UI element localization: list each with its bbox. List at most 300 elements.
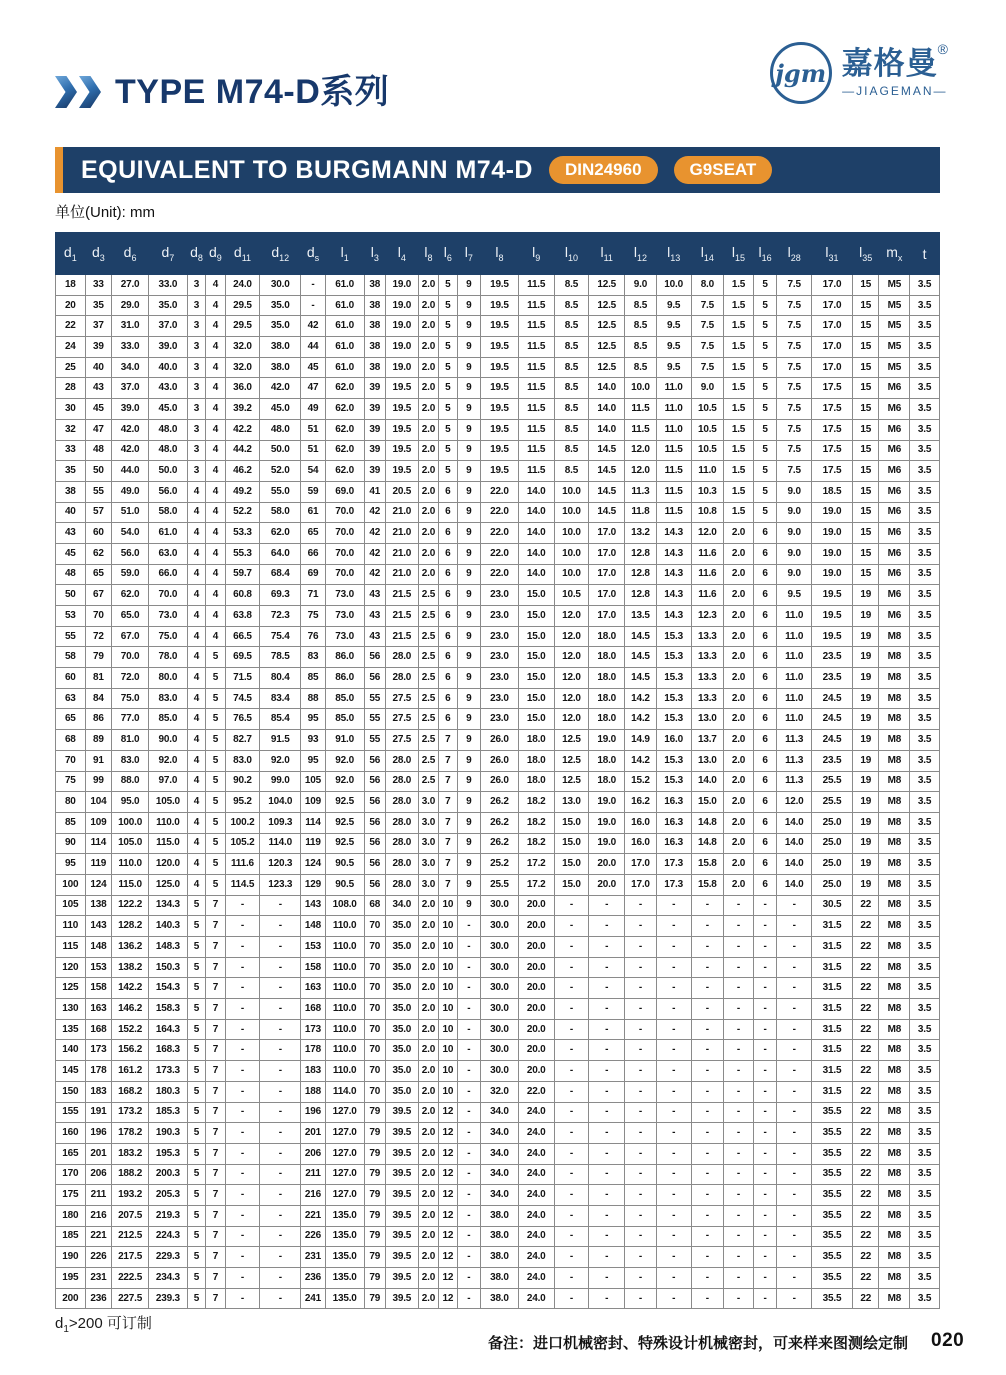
- table-row: [56, 626, 940, 647]
- table-cell: 2.0: [418, 419, 438, 440]
- logo-circle-icon: [770, 42, 832, 104]
- table-cell: -: [457, 978, 481, 999]
- table-cell: 2.0: [418, 337, 438, 358]
- table-cell: 85.0: [325, 709, 364, 730]
- table-cell: 3.0: [418, 812, 438, 833]
- table-cell: 4: [206, 337, 225, 358]
- table-cell: 22: [852, 999, 879, 1020]
- table-cell: 32.0: [225, 357, 260, 378]
- table-cell: 2.0: [418, 1081, 438, 1102]
- table-row: [56, 978, 940, 999]
- table-row: [56, 295, 940, 316]
- table-cell: 2.0: [724, 564, 754, 585]
- table-cell: 18.0: [518, 771, 554, 792]
- table-cell: 9: [457, 854, 481, 875]
- table-cell: 3.0: [418, 874, 438, 895]
- table-cell: 16.0: [625, 812, 657, 833]
- table-cell: 138: [85, 895, 112, 916]
- table-cell: 33.0: [148, 275, 187, 296]
- table-cell: 29.5: [225, 316, 260, 337]
- table-cell: -: [260, 1247, 301, 1268]
- table-cell: 28.0: [386, 771, 419, 792]
- table-cell: 11.0: [777, 668, 812, 689]
- table-cell: 49.0: [112, 481, 149, 502]
- table-cell: 19: [852, 585, 879, 606]
- table-row: [56, 895, 940, 916]
- table-cell: M6: [879, 419, 910, 440]
- table-cell: 49: [301, 399, 326, 420]
- table-cell: 7: [206, 1123, 225, 1144]
- table-cell: 136.2: [112, 937, 149, 958]
- table-cell: 30.0: [481, 1061, 519, 1082]
- table-cell: 13.0: [554, 792, 589, 813]
- table-row: [56, 419, 940, 440]
- table-cell: 90.5: [325, 854, 364, 875]
- table-cell: 17.0: [589, 523, 625, 544]
- table-cell: 5: [753, 440, 777, 461]
- page-number: 020: [931, 1330, 965, 1351]
- table-cell: -: [260, 1081, 301, 1102]
- table-cell: 236: [85, 1288, 112, 1309]
- table-cell: M5: [879, 337, 910, 358]
- table-cell: 110.0: [325, 978, 364, 999]
- table-cell: 15.0: [518, 626, 554, 647]
- table-cell: 92.0: [325, 771, 364, 792]
- table-cell: 30: [56, 399, 86, 420]
- table-cell: -: [589, 895, 625, 916]
- table-cell: 20.0: [518, 957, 554, 978]
- table-cell: 77.0: [112, 709, 149, 730]
- table-cell: 24: [56, 337, 86, 358]
- table-cell: 31.5: [812, 916, 853, 937]
- table-cell: 217.5: [112, 1247, 149, 1268]
- table-cell: 11.5: [518, 275, 554, 296]
- table-cell: 19.0: [589, 833, 625, 854]
- table-cell: 19: [852, 812, 879, 833]
- table-cell: 19.0: [812, 502, 853, 523]
- table-cell: -: [753, 957, 777, 978]
- column-header-l14: $l_{14}$: [691, 233, 724, 275]
- table-cell: 2.0: [724, 688, 754, 709]
- table-cell: 8.5: [625, 316, 657, 337]
- table-cell: -: [225, 1102, 260, 1123]
- table-cell: 9: [457, 668, 481, 689]
- table-cell: 86.0: [325, 668, 364, 689]
- table-cell: 83.0: [225, 750, 260, 771]
- table-cell: 9.0: [777, 543, 812, 564]
- table-cell: 2.0: [418, 357, 438, 378]
- table-cell: 7.5: [777, 440, 812, 461]
- table-cell: 22: [852, 1268, 879, 1289]
- table-cell: 30.0: [481, 1019, 519, 1040]
- table-cell: -: [554, 1205, 589, 1226]
- table-cell: 6: [439, 543, 457, 564]
- table-cell: -: [691, 895, 724, 916]
- table-row: [56, 461, 940, 482]
- table-cell: -: [656, 1185, 691, 1206]
- table-cell: 50: [85, 461, 112, 482]
- table-cell: 5: [206, 647, 225, 668]
- table-cell: 24.0: [518, 1268, 554, 1289]
- table-cell: 66.5: [225, 626, 260, 647]
- table-row: [56, 730, 940, 751]
- table-cell: 85.4: [260, 709, 301, 730]
- table-cell: 65: [85, 564, 112, 585]
- table-cell: 76: [301, 626, 326, 647]
- table-cell: 66.0: [148, 564, 187, 585]
- table-cell: 8.0: [691, 275, 724, 296]
- table-cell: 180: [56, 1205, 86, 1226]
- table-cell: 10: [439, 895, 457, 916]
- table-cell: 8.5: [554, 295, 589, 316]
- table-cell: 4: [206, 440, 225, 461]
- table-cell: 234.3: [148, 1268, 187, 1289]
- spec-table: [55, 232, 940, 1309]
- table-cell: 17.2: [518, 854, 554, 875]
- table-cell: 9: [457, 316, 481, 337]
- table-cell: 195: [56, 1268, 86, 1289]
- table-cell: -: [260, 1019, 301, 1040]
- table-cell: -: [777, 1164, 812, 1185]
- table-cell: -: [724, 1123, 754, 1144]
- table-cell: 39.5: [386, 1102, 419, 1123]
- table-cell: 48.0: [260, 419, 301, 440]
- table-cell: 64.0: [260, 543, 301, 564]
- table-cell: 18.0: [589, 750, 625, 771]
- table-cell: 11.0: [777, 647, 812, 668]
- table-cell: M8: [879, 1040, 910, 1061]
- table-cell: -: [260, 1268, 301, 1289]
- table-cell: -: [777, 1268, 812, 1289]
- table-cell: 6: [753, 709, 777, 730]
- table-cell: 16.0: [625, 833, 657, 854]
- table-cell: 12: [439, 1185, 457, 1206]
- table-cell: -: [589, 1288, 625, 1309]
- table-cell: 11.6: [691, 543, 724, 564]
- table-cell: 13.3: [691, 688, 724, 709]
- table-cell: -: [225, 1143, 260, 1164]
- table-cell: 10.0: [554, 502, 589, 523]
- table-cell: 75: [301, 606, 326, 627]
- table-row: [56, 502, 940, 523]
- table-cell: 28.0: [386, 750, 419, 771]
- table-cell: 2.5: [418, 626, 438, 647]
- table-cell: 43: [364, 606, 385, 627]
- table-cell: 70.0: [325, 502, 364, 523]
- table-cell: 7: [206, 1247, 225, 1268]
- table-cell: 95: [56, 854, 86, 875]
- table-cell: M8: [879, 937, 910, 958]
- table-cell: 19.0: [386, 295, 419, 316]
- table-cell: 3.5: [910, 812, 940, 833]
- table-cell: 74.5: [225, 688, 260, 709]
- table-cell: 3.5: [910, 833, 940, 854]
- table-row: [56, 1061, 940, 1082]
- table-cell: 9: [457, 750, 481, 771]
- table-cell: 91: [85, 750, 112, 771]
- table-cell: 6: [439, 668, 457, 689]
- table-cell: 8.5: [554, 440, 589, 461]
- table-cell: 80.4: [260, 668, 301, 689]
- table-cell: 11.6: [691, 585, 724, 606]
- table-cell: 5: [187, 1019, 205, 1040]
- table-cell: 19: [852, 668, 879, 689]
- table-cell: -: [724, 1226, 754, 1247]
- table-cell: 3.5: [910, 564, 940, 585]
- table-cell: 128.2: [112, 916, 149, 937]
- table-cell: -: [589, 1268, 625, 1289]
- table-cell: 4: [187, 668, 205, 689]
- table-cell: -: [753, 1040, 777, 1061]
- table-cell: 22: [852, 1102, 879, 1123]
- table-cell: 28.0: [386, 647, 419, 668]
- table-cell: 2.0: [418, 1226, 438, 1247]
- table-cell: -: [457, 1061, 481, 1082]
- table-cell: 15.0: [518, 585, 554, 606]
- table-cell: 85.0: [148, 709, 187, 730]
- table-cell: M8: [879, 1226, 910, 1247]
- column-header-l35: $l_{35}$: [852, 233, 879, 275]
- table-cell: 2.0: [418, 1185, 438, 1206]
- table-cell: 2.5: [418, 750, 438, 771]
- table-cell: 3.5: [910, 709, 940, 730]
- table-cell: -: [554, 1185, 589, 1206]
- table-cell: 7: [206, 1019, 225, 1040]
- double-chevron-icon: [55, 76, 101, 108]
- table-cell: -: [625, 1040, 657, 1061]
- table-cell: 49.2: [225, 481, 260, 502]
- table-cell: 15.0: [518, 647, 554, 668]
- table-cell: 4: [187, 854, 205, 875]
- table-cell: 135.0: [325, 1205, 364, 1226]
- table-cell: 2.0: [418, 461, 438, 482]
- table-cell: -: [225, 1081, 260, 1102]
- table-cell: 119: [301, 833, 326, 854]
- table-cell: -: [724, 1247, 754, 1268]
- table-cell: 127.0: [325, 1143, 364, 1164]
- table-cell: 21.5: [386, 606, 419, 627]
- table-cell: 35.5: [812, 1247, 853, 1268]
- table-cell: 90.2: [225, 771, 260, 792]
- table-cell: 17.0: [589, 606, 625, 627]
- table-cell: 7: [206, 1102, 225, 1123]
- table-cell: -: [691, 1247, 724, 1268]
- table-cell: 25.5: [812, 792, 853, 813]
- table-cell: 173: [301, 1019, 326, 1040]
- table-cell: 55: [364, 709, 385, 730]
- table-cell: 38: [364, 337, 385, 358]
- table-cell: 207.5: [112, 1205, 149, 1226]
- table-cell: 114.0: [260, 833, 301, 854]
- table-cell: -: [554, 1081, 589, 1102]
- column-header-d8: $d_8$: [187, 233, 205, 275]
- table-cell: 2.0: [724, 792, 754, 813]
- table-cell: -: [589, 1247, 625, 1268]
- table-cell: 143: [85, 916, 112, 937]
- table-cell: 135.0: [325, 1247, 364, 1268]
- table-cell: 201: [301, 1123, 326, 1144]
- table-cell: 120.3: [260, 854, 301, 875]
- table-cell: 2.0: [418, 895, 438, 916]
- table-cell: -: [625, 1205, 657, 1226]
- table-cell: 79: [364, 1185, 385, 1206]
- table-cell: 20.0: [518, 937, 554, 958]
- table-cell: -: [777, 957, 812, 978]
- table-cell: 19: [852, 792, 879, 813]
- table-cell: 145: [56, 1061, 86, 1082]
- table-cell: 2.0: [418, 1164, 438, 1185]
- table-cell: 13.7: [691, 730, 724, 751]
- table-cell: 183: [85, 1081, 112, 1102]
- table-cell: 100.2: [225, 812, 260, 833]
- table-cell: 2.0: [418, 1143, 438, 1164]
- table-cell: 23.0: [481, 668, 519, 689]
- table-cell: 34.0: [481, 1102, 519, 1123]
- table-cell: -: [656, 1081, 691, 1102]
- table-cell: 4: [187, 523, 205, 544]
- table-cell: 3.5: [910, 585, 940, 606]
- table-cell: 12: [439, 1164, 457, 1185]
- table-cell: -: [724, 937, 754, 958]
- table-cell: 56.0: [148, 481, 187, 502]
- table-cell: 12.0: [554, 668, 589, 689]
- table-cell: 70.0: [148, 585, 187, 606]
- table-cell: 63.8: [225, 606, 260, 627]
- table-cell: -: [225, 1288, 260, 1309]
- table-cell: -: [656, 978, 691, 999]
- table-cell: 5: [439, 440, 457, 461]
- table-cell: 2.0: [418, 1102, 438, 1123]
- table-cell: -: [589, 1102, 625, 1123]
- table-cell: 4: [206, 606, 225, 627]
- table-cell: 62.0: [112, 585, 149, 606]
- table-cell: -: [691, 937, 724, 958]
- table-cell: 14.9: [625, 730, 657, 751]
- table-cell: 9: [457, 771, 481, 792]
- table-cell: 69.5: [225, 647, 260, 668]
- table-cell: 35.0: [386, 937, 419, 958]
- table-cell: 173.2: [112, 1102, 149, 1123]
- table-row: [56, 357, 940, 378]
- table-cell: 19.0: [589, 792, 625, 813]
- table-cell: 178: [301, 1040, 326, 1061]
- table-cell: 44: [301, 337, 326, 358]
- table-cell: 19.5: [481, 419, 519, 440]
- table-cell: 168: [85, 1019, 112, 1040]
- table-cell: 15.0: [518, 668, 554, 689]
- table-cell: 14.0: [518, 523, 554, 544]
- table-cell: 3.5: [910, 1081, 940, 1102]
- table-row: [56, 1164, 940, 1185]
- table-cell: 11.0: [656, 399, 691, 420]
- table-cell: 35.0: [386, 999, 419, 1020]
- table-cell: 52.2: [225, 502, 260, 523]
- table-cell: 7.5: [777, 337, 812, 358]
- table-cell: 42: [364, 564, 385, 585]
- table-cell: 4: [206, 378, 225, 399]
- column-header-l8: $l_8$: [481, 233, 519, 275]
- table-cell: M6: [879, 523, 910, 544]
- table-cell: 29.0: [112, 295, 149, 316]
- table-cell: 6: [439, 585, 457, 606]
- table-cell: M6: [879, 606, 910, 627]
- table-cell: 22.0: [481, 523, 519, 544]
- table-cell: 16.3: [656, 812, 691, 833]
- table-cell: -: [724, 1185, 754, 1206]
- table-cell: 5: [206, 833, 225, 854]
- table-cell: 86.0: [325, 647, 364, 668]
- table-cell: 83.4: [260, 688, 301, 709]
- table-cell: 15: [852, 523, 879, 544]
- table-cell: 10.5: [691, 440, 724, 461]
- table-cell: 236: [301, 1268, 326, 1289]
- table-cell: 56: [364, 854, 385, 875]
- table-cell: -: [457, 1164, 481, 1185]
- table-cell: 53.3: [225, 523, 260, 544]
- table-cell: 39: [364, 419, 385, 440]
- table-cell: 39.5: [386, 1205, 419, 1226]
- table-cell: 44.0: [112, 461, 149, 482]
- table-cell: 4: [187, 874, 205, 895]
- table-cell: 19: [852, 626, 879, 647]
- table-cell: 41: [364, 481, 385, 502]
- table-cell: 239.3: [148, 1288, 187, 1309]
- table-cell: 2.0: [418, 957, 438, 978]
- table-cell: -: [753, 1226, 777, 1247]
- table-row: [56, 1019, 940, 1040]
- table-cell: 18.0: [589, 668, 625, 689]
- table-cell: 68.4: [260, 564, 301, 585]
- table-cell: -: [625, 1288, 657, 1309]
- column-header-l28: $l_{28}$: [777, 233, 812, 275]
- table-cell: 90.0: [148, 730, 187, 751]
- table-cell: 3.5: [910, 978, 940, 999]
- table-cell: 20.0: [518, 978, 554, 999]
- table-cell: 6: [753, 585, 777, 606]
- table-cell: 3: [187, 295, 205, 316]
- table-cell: 48.0: [148, 419, 187, 440]
- table-cell: 54: [301, 461, 326, 482]
- table-row: [56, 1288, 940, 1309]
- table-cell: 110.0: [325, 1019, 364, 1040]
- table-cell: 90: [56, 833, 86, 854]
- table-cell: 3.5: [910, 275, 940, 296]
- table-cell: 42: [301, 316, 326, 337]
- table-cell: 17.0: [812, 357, 853, 378]
- table-cell: 30.0: [260, 275, 301, 296]
- table-cell: 11.6: [691, 564, 724, 585]
- table-cell: -: [777, 1019, 812, 1040]
- table-cell: -: [225, 1247, 260, 1268]
- column-header-l3: $l_3$: [364, 233, 385, 275]
- table-cell: -: [724, 1061, 754, 1082]
- table-cell: 4: [206, 275, 225, 296]
- table-cell: 15: [852, 461, 879, 482]
- table-cell: 5: [187, 1205, 205, 1226]
- table-cell: 3.5: [910, 399, 940, 420]
- table-cell: 39.2: [225, 399, 260, 420]
- table-cell: 10.0: [625, 378, 657, 399]
- table-cell: 110.0: [325, 937, 364, 958]
- table-cell: M8: [879, 647, 910, 668]
- table-cell: 25.0: [812, 854, 853, 875]
- table-cell: 5: [753, 275, 777, 296]
- table-cell: 15.3: [656, 626, 691, 647]
- table-cell: 6: [753, 523, 777, 544]
- table-cell: 15: [852, 543, 879, 564]
- table-cell: 19.0: [812, 523, 853, 544]
- table-row: [56, 688, 940, 709]
